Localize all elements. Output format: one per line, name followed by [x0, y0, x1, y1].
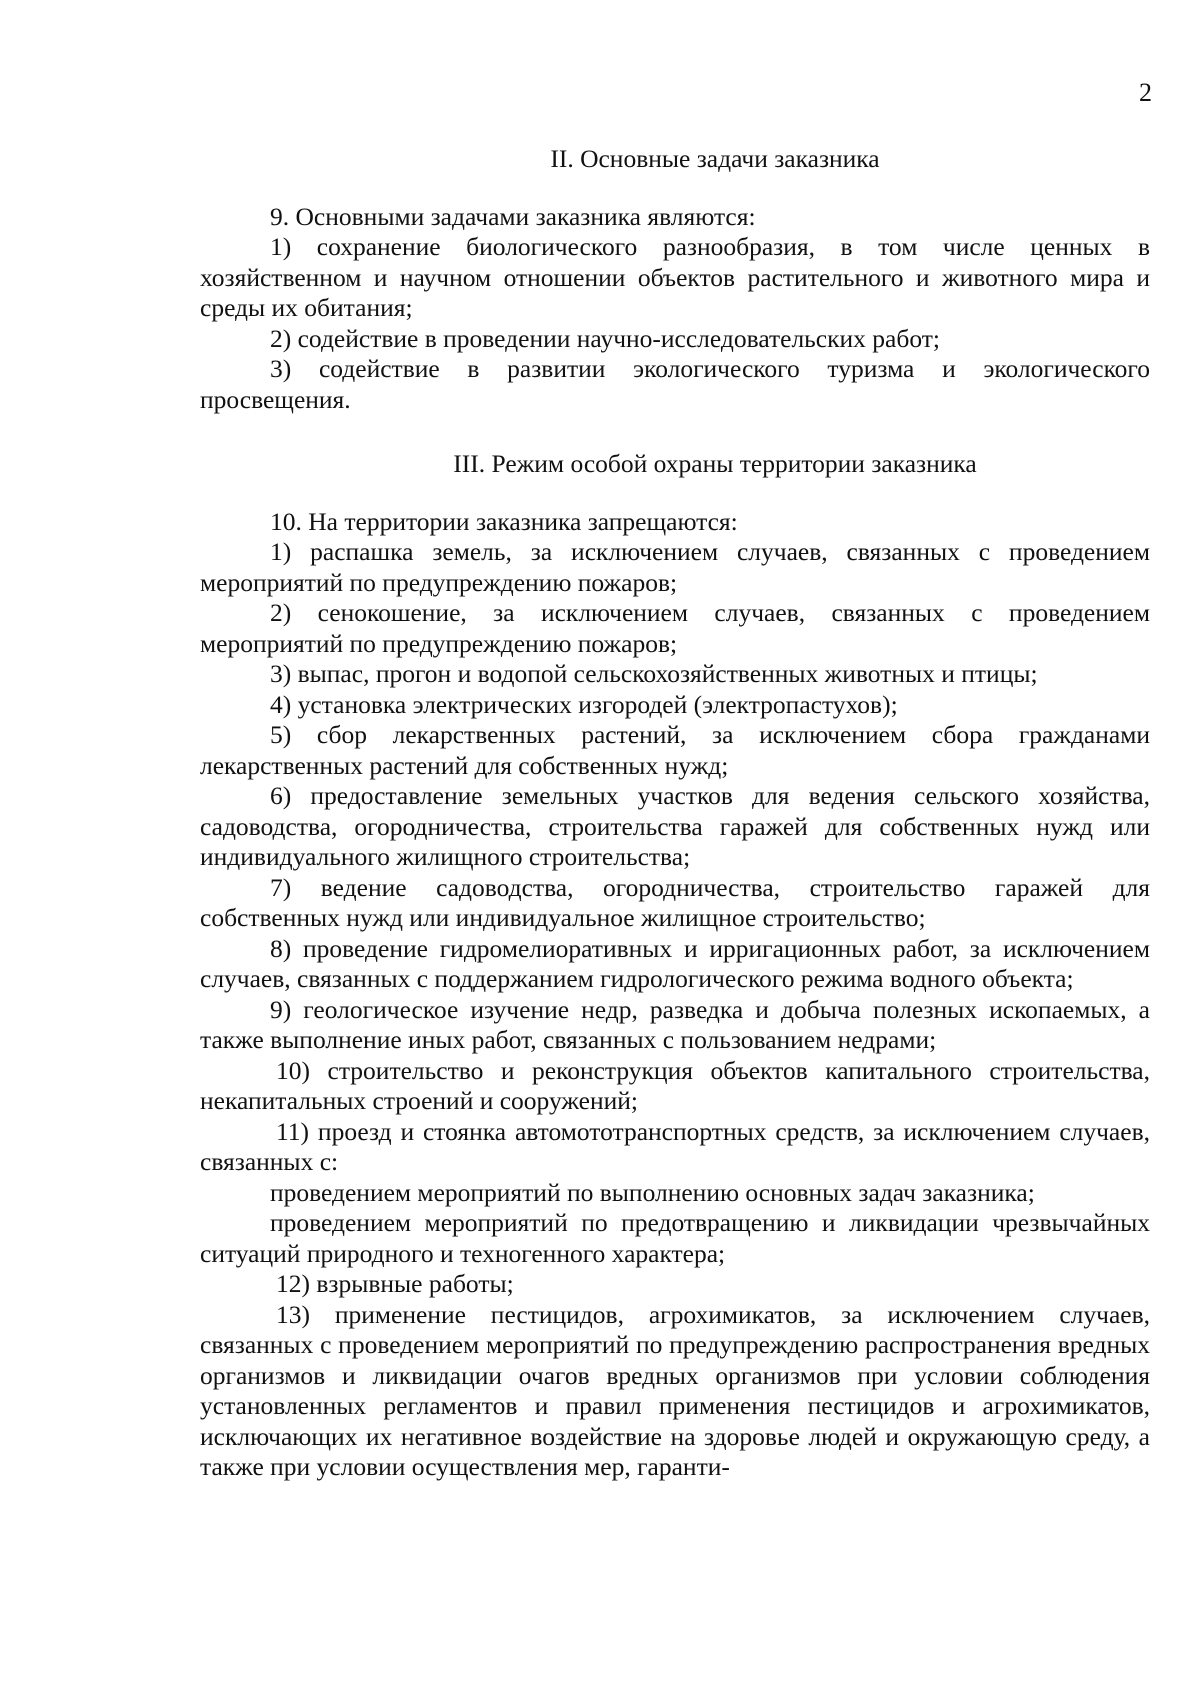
- paragraph-9-item-2: 2) содействие в проведении научно-исследовательских работ;: [270, 323, 940, 353]
- paragraph-10-item-13: 13) применение пестицидов, агрохимикатов, за исключением случаев, связанных с проведением мероприятий по предупреждению распространения вредных организмов и ликвидации очагов вредных организмов при условии соблюдения установленных регламентов и правил применения пестицидов и агрохимикатов, исключающих их негативное воздействие на здоровье людей и окружающую среду, а также при условии осуществления мер, гаранти-: [200, 1299, 1150, 1481]
- paragraph-10-item-12: 12) взрывные работы;: [276, 1269, 514, 1298]
- paragraph-9-intro: 9. Основными задачами заказника являются:: [270, 201, 756, 231]
- section-3-heading: III. Режим особой охраны территории заказника: [453, 449, 977, 478]
- paragraph-10-item-11-case-2: проведением мероприятий по предотвращению и ликвидации чрезвычайных ситуаций природного и техногенного характера;: [200, 1208, 1150, 1268]
- paragraph-10-item-5: 5) сбор лекарственных растений, за исключением сбора гражданами лекарственных растений для собственных нужд;: [200, 720, 1150, 780]
- paragraph-10-item-11: 11) проезд и стоянка автомототранспортных средств, за исключением случаев, связанных с:: [200, 1116, 1150, 1176]
- page-number: 2: [1139, 78, 1152, 107]
- paragraph-10-item-9: 9) геологическое изучение недр, разведка и добыча полезных ископаемых, а также выполнение иных работ, связанных с пользованием недрами;: [200, 994, 1150, 1054]
- paragraph-10-item-3: 3) выпас, прогон и водопой сельскохозяйственных животных и птицы;: [270, 659, 1038, 688]
- paragraph-10-item-10: 10) строительство и реконструкция объектов капитального строительства, некапитальных строений и сооружений;: [200, 1055, 1150, 1115]
- paragraph-9-item-1: 1) сохранение биологического разнообразия, в том числе ценных в хозяйственном и научном отношении объектов растительного и животного мира и среды их обитания;: [200, 232, 1150, 322]
- paragraph-9-item-3: 3) содействие в развитии экологического туризма и экологического просвещения.: [200, 354, 1150, 414]
- paragraph-10-item-6: 6) предоставление земельных участков для ведения сельского хозяйства, садоводства, огородничества, строительства гаражей для собственных нужд или индивидуального жилищного строительства;: [200, 781, 1150, 871]
- document-body: [200, 144, 1150, 1483]
- paragraph-10-item-11-case-1: проведением мероприятий по выполнению основных задач заказника;: [270, 1177, 1035, 1207]
- section-2-heading: II. Основные задачи заказника: [550, 144, 880, 173]
- paragraph-10-item-1: 1) распашка земель, за исключением случаев, связанных с проведением мероприятий по предупреждению пожаров;: [200, 537, 1150, 597]
- paragraph-10-item-8: 8) проведение гидромелиоративных и ирригационных работ, за исключением случаев, связанных с поддержанием гидрологического режима водного объекта;: [200, 933, 1150, 993]
- paragraph-10-item-4: 4) установка электрических изгородей (электропастухов);: [270, 689, 898, 719]
- paragraph-10-item-2: 2) сенокошение, за исключением случаев, связанных с проведением мероприятий по предупреждению пожаров;: [200, 598, 1150, 658]
- paragraph-10-item-7: 7) ведение садоводства, огородничества, строительство гаражей для собственных нужд или индивидуальное жилищное строительство;: [200, 872, 1150, 932]
- paragraph-10-intro: 10. На территории заказника запрещаются:: [270, 506, 738, 536]
